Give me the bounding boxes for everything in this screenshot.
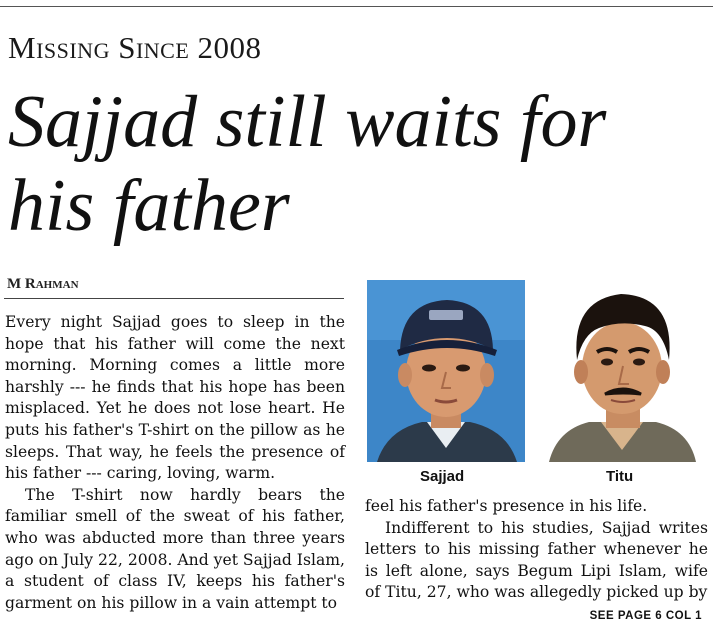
- article-column-left: [5, 312, 345, 614]
- photo-titu: [549, 280, 696, 462]
- byline-rule: [4, 298, 344, 299]
- man-portrait-icon: [549, 280, 696, 462]
- paragraph: The T-shirt now hardly bears the familiar smell of the sweat of his father, who was abducted more than three years ago on July 22, 2008. And yet Sajjad Islam, a student of class IV, keeps his father's garment on his pillow in a vain attempt to: [5, 485, 345, 612]
- article-column-right: [365, 496, 708, 604]
- jump-line[interactable]: SEE PAGE 6 COL 1: [589, 610, 702, 622]
- paragraph: Every night Sajjad goes to sleep in the hope that his father will come the next morning. Morning comes a little more harshly --- he finds that his hope has been misplaced. Yet he does not lose heart. He puts his father's T-shirt on the pillow as he sleeps. That way, he feels the presence of his father --- caring, loving, warm.: [5, 313, 345, 483]
- byline: M Rahman: [7, 276, 79, 292]
- paragraph: feel his father's presence in his life.: [365, 497, 648, 515]
- kicker: Missing Since 2008: [8, 30, 262, 65]
- photo-sajjad: [367, 280, 525, 462]
- headline: Sajjad still waits for his father: [8, 81, 607, 247]
- boy-portrait-icon: [367, 280, 525, 462]
- photo-caption-sajjad: Sajjad: [420, 468, 465, 485]
- top-rule: [0, 6, 713, 7]
- photo-caption-titu: Titu: [606, 468, 634, 485]
- paragraph: Indifferent to his studies, Sajjad writes letters to his missing father whenever he is left alone, says Begum Lipi Islam, wife of Titu, 27, who was allegedly picked up by: [365, 518, 708, 602]
